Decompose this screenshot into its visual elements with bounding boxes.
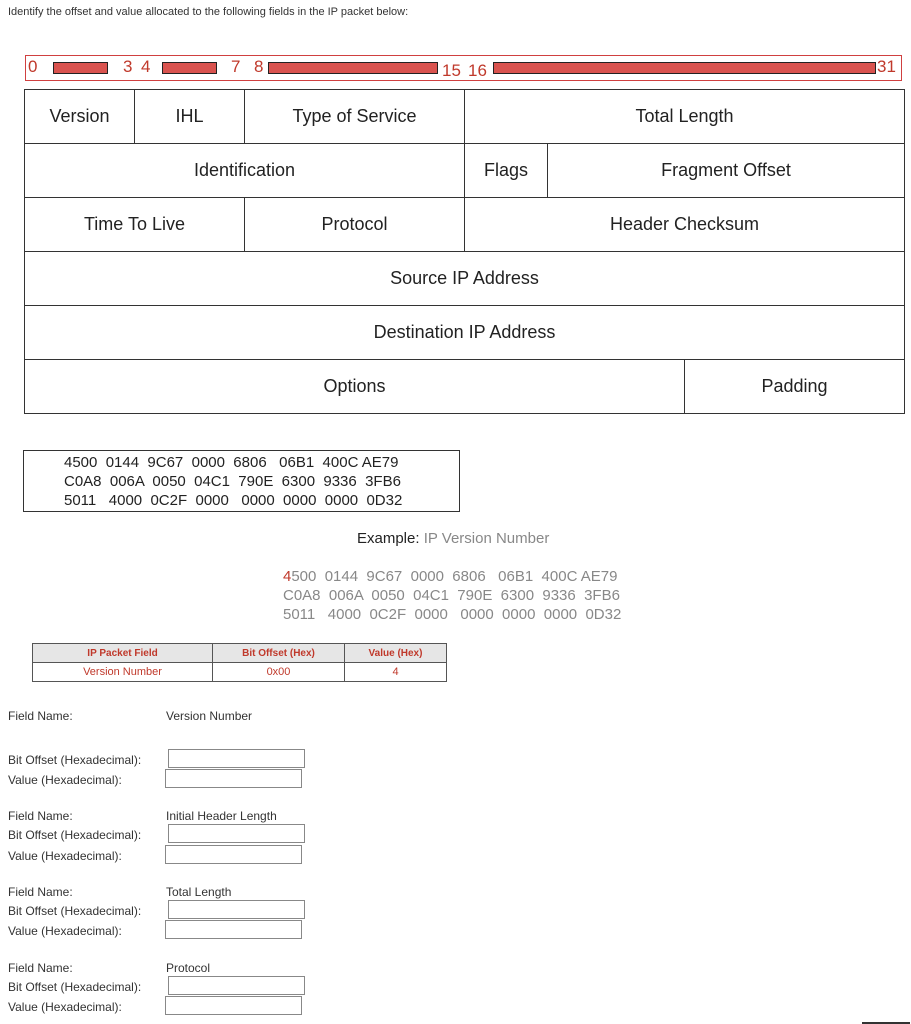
cell-flags: Flags: [465, 144, 548, 198]
protocol-value-input[interactable]: [165, 996, 302, 1015]
example-hex-line-1-rest: 500 0144 9C67 0000 6806 06B1 400C AE79: [291, 568, 618, 585]
ruler-label-3: 3: [123, 57, 133, 76]
ruler-label-8: 8: [254, 57, 264, 76]
ihl-value-input[interactable]: [165, 845, 302, 864]
ruler-label-16: 16: [468, 61, 487, 80]
version-value-input[interactable]: [165, 769, 302, 788]
cell-type-of-service: Type of Service: [245, 90, 465, 144]
example-hex-line-1: [283, 567, 617, 586]
ip-header-diagram: [24, 89, 905, 414]
value-label: Value (Hexadecimal):: [8, 773, 122, 787]
hex-line-2: C0A8 006A 0050 04C1 790E 6300 9336 3FB6: [64, 473, 401, 490]
example-table-header-value: Value (Hex): [345, 644, 447, 663]
ruler-label-4: 4: [141, 57, 151, 76]
cell-ihl: IHL: [135, 90, 245, 144]
example-highlighted-nibble: 4: [283, 568, 292, 585]
ruler-bar-ihl: [162, 62, 217, 74]
bit-offset-label: Bit Offset (Hexadecimal):: [8, 828, 142, 842]
ruler-label-31: 31: [877, 57, 896, 76]
value-label: Value (Hexadecimal):: [8, 924, 122, 938]
protocol-bit-offset-input[interactable]: [168, 976, 305, 995]
field-name-label: Field Name:: [8, 885, 73, 899]
version-bit-offset-input[interactable]: [168, 749, 305, 768]
cell-header-checksum: Header Checksum: [465, 198, 905, 252]
example-hex-line-3: 5011 4000 0C2F 0000 0000 0000 0000 0D32: [283, 606, 622, 623]
field-name-total-length: Total Length: [166, 885, 232, 899]
ruler-bar-tos: [268, 62, 438, 74]
example-heading: [357, 530, 549, 547]
instruction-text: Identify the offset and value allocated to the following fields in the IP packet below:: [8, 6, 409, 18]
example-table-header-offset: Bit Offset (Hex): [213, 644, 345, 663]
hex-dump-box: [23, 450, 460, 512]
field-name-initial-header-length: Initial Header Length: [166, 809, 277, 823]
cell-time-to-live: Time To Live: [25, 198, 245, 252]
example-table-header-field: IP Packet Field: [33, 644, 213, 663]
ruler-label-15: 15: [442, 61, 461, 80]
cell-total-length: Total Length: [465, 90, 905, 144]
cell-source-ip: Source IP Address: [25, 252, 905, 306]
ihl-bit-offset-input[interactable]: [168, 824, 305, 843]
hex-line-1: 4500 0144 9C67 0000 6806 06B1 400C AE79: [64, 454, 399, 471]
cell-padding: Padding: [685, 360, 905, 414]
ruler-bar-version: [53, 62, 108, 74]
example-label: Example:: [357, 530, 420, 547]
bit-offset-label: Bit Offset (Hexadecimal):: [8, 980, 142, 994]
cell-fragment-offset: Fragment Offset: [548, 144, 905, 198]
field-name-label: Field Name:: [8, 809, 73, 823]
value-label: Value (Hexadecimal):: [8, 849, 122, 863]
ruler-bar-total-length: [493, 62, 876, 74]
cell-options: Options: [25, 360, 685, 414]
example-result-table: [32, 643, 447, 682]
example-table-field: Version Number: [33, 663, 213, 682]
bit-offset-label: Bit Offset (Hexadecimal):: [8, 753, 142, 767]
field-name-label: Field Name:: [8, 961, 73, 975]
bit-offset-label: Bit Offset (Hexadecimal):: [8, 904, 142, 918]
example-table-value: 4: [345, 663, 447, 682]
total-length-bit-offset-input[interactable]: [168, 900, 305, 919]
field-name-label: Field Name:: [8, 709, 73, 723]
ruler-label-0: 0: [28, 57, 38, 76]
cell-version: Version: [25, 90, 135, 144]
ruler-label-7: 7: [231, 57, 241, 76]
example-hex-line-2: C0A8 006A 0050 04C1 790E 6300 9336 3FB6: [283, 587, 620, 604]
value-label: Value (Hexadecimal):: [8, 1000, 122, 1014]
field-name-protocol: Protocol: [166, 961, 211, 975]
field-name-version-number: Version Number: [166, 709, 253, 723]
bit-ruler: [25, 55, 902, 81]
example-table-offset: 0x00: [213, 663, 345, 682]
cell-destination-ip: Destination IP Address: [25, 306, 905, 360]
cell-identification: Identification: [25, 144, 465, 198]
example-value: IP Version Number: [423, 530, 550, 547]
cell-protocol: Protocol: [245, 198, 465, 252]
hex-line-3: 5011 4000 0C2F 0000 0000 0000 0000 0D32: [64, 492, 403, 509]
total-length-value-input[interactable]: [165, 920, 302, 939]
